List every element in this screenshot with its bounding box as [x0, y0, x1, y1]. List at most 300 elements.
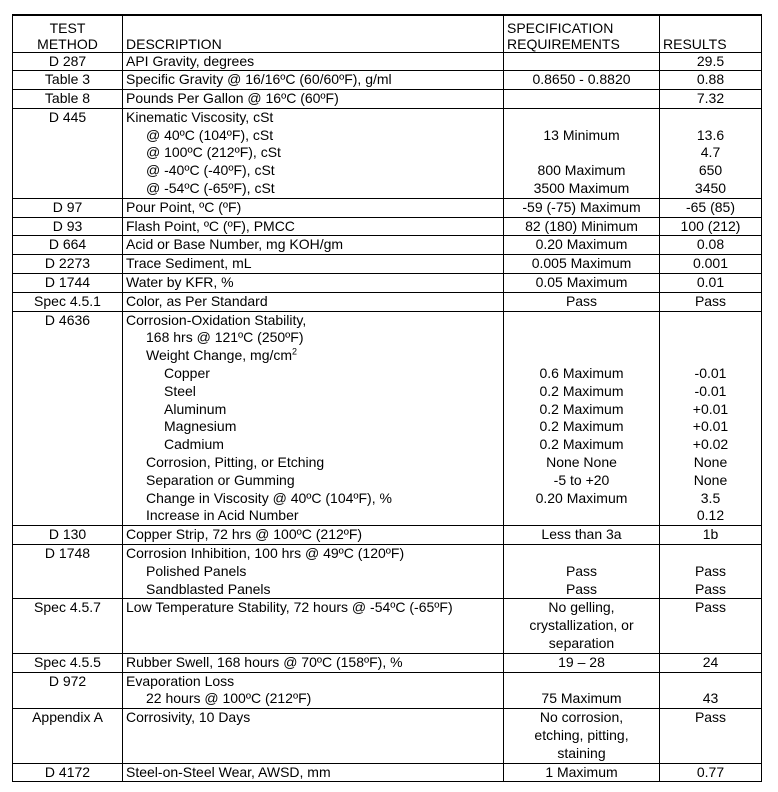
result-cell [660, 90, 762, 109]
description-text: Corrosion, Pitting, or Etching [146, 454, 325, 471]
description-text: Pour Point, ºC (ºF) [126, 198, 242, 215]
result-text: 0.001 [692, 255, 729, 272]
test-method-cell: D 287 [13, 52, 123, 71]
result-line [663, 507, 758, 525]
specification-cell [504, 90, 660, 109]
description-text: Corrosion Inhibition, 100 hrs @ 49ºC (120ºF) [126, 545, 405, 562]
description-line [126, 53, 500, 71]
specification-text: crystallization, or [529, 617, 634, 634]
specification-text: etching, pitting, [534, 726, 629, 743]
test-method-cell: D 93 [13, 217, 123, 236]
specification-line [507, 162, 656, 180]
specification-table [12, 14, 762, 782]
test-method-cell: Spec 4.5.5 [13, 653, 123, 672]
specification-line [507, 745, 656, 763]
description-text: Copper [164, 365, 210, 382]
description-line [126, 545, 500, 563]
result-line [663, 255, 758, 273]
specification-line [507, 764, 656, 782]
description-line [126, 347, 500, 365]
table-row [13, 672, 762, 709]
header-test-method-line1: TEST [49, 19, 86, 36]
result-line [663, 563, 758, 581]
result-line [663, 690, 758, 708]
test-method-cell: D 664 [13, 236, 123, 255]
description-text: Flash Point, ºC (ºF), PMCC [126, 217, 295, 234]
specification-text: 0.6 Maximum [539, 365, 624, 382]
description-line [126, 236, 500, 254]
table-row [13, 599, 762, 653]
description-text: Weight Change, mg/cm [146, 347, 293, 364]
result-line [663, 745, 758, 763]
result-line [663, 581, 758, 599]
description-text: Rubber Swell, 168 hours @ 70ºC (158ºF), % [126, 653, 403, 670]
specification-text: 0.2 Maximum [539, 382, 624, 399]
description-line [126, 383, 500, 401]
specification-line [507, 490, 656, 508]
specification-line [507, 472, 656, 490]
result-text: -0.01 [694, 365, 727, 382]
specification-text: Pass [565, 292, 598, 309]
specification-text: -59 (-75) Maximum [522, 198, 641, 215]
result-line [663, 454, 758, 472]
result-text: +0.02 [692, 436, 729, 453]
specification-line [507, 127, 656, 145]
test-method-cell: D 445 [13, 108, 123, 198]
result-line [663, 709, 758, 727]
specification-text: 0.20 Maximum [535, 489, 628, 506]
description-cell [123, 653, 504, 672]
description-text: @ -40ºC (-40ºF), cSt [146, 162, 275, 179]
result-line [663, 727, 758, 745]
description-text: Pounds Per Gallon @ 16ºC (60ºF) [126, 90, 339, 107]
result-text: -65 (85) [685, 198, 736, 215]
description-line [126, 507, 500, 525]
specification-line [507, 365, 656, 383]
specification-line [507, 109, 656, 127]
result-line [663, 53, 758, 71]
test-method-cell: Spec 4.5.7 [13, 599, 123, 653]
description-text: 22 hours @ 100ºC (212ºF) [146, 690, 312, 707]
specification-text: staining [557, 744, 606, 761]
description-line [126, 418, 500, 436]
specification-cell [504, 108, 660, 198]
result-line [663, 654, 758, 672]
description-cell [123, 71, 504, 90]
result-text: None [693, 471, 728, 488]
description-line [126, 673, 500, 691]
result-line [663, 347, 758, 365]
specification-text: Less than 3a [541, 526, 622, 543]
specification-line [507, 617, 656, 635]
specification-line [507, 255, 656, 273]
specification-cell [504, 255, 660, 274]
specification-line [507, 635, 656, 653]
specification-line [507, 383, 656, 401]
specification-text: 0.2 Maximum [539, 436, 624, 453]
description-line [126, 401, 500, 419]
result-line [663, 329, 758, 347]
table-row [13, 108, 762, 198]
description-cell [123, 52, 504, 71]
specification-line [507, 436, 656, 454]
result-line [663, 293, 758, 311]
result-line [663, 162, 758, 180]
result-cell [660, 217, 762, 236]
description-line [126, 218, 500, 236]
result-text: Pass [694, 580, 727, 597]
description-text: Corrosivity, 10 Days [126, 709, 251, 726]
description-cell [123, 672, 504, 709]
specification-line [507, 526, 656, 544]
test-method-cell: D 1748 [13, 545, 123, 599]
description-text: Evaporation Loss [126, 672, 235, 689]
description-cell [123, 709, 504, 763]
description-text: @ 100ºC (212ºF), cSt [146, 144, 281, 161]
specification-cell [504, 274, 660, 293]
result-cell [660, 599, 762, 653]
specification-text: 1 Maximum [545, 763, 618, 780]
result-text: 0.08 [696, 236, 725, 253]
description-text: Steel-on-Steel Wear, AWSD, mm [126, 763, 331, 780]
specification-cell [504, 292, 660, 311]
header-specification [504, 15, 660, 52]
description-text: Steel [164, 382, 196, 399]
table-header-row [13, 15, 762, 52]
description-cell [123, 599, 504, 653]
specification-cell [504, 545, 660, 599]
test-method-cell: D 4636 [13, 311, 123, 526]
description-text: Aluminum [164, 400, 227, 417]
table-row [13, 763, 762, 782]
specification-line [507, 581, 656, 599]
specification-text: 82 (180) Minimum [525, 217, 638, 234]
specification-line [507, 199, 656, 217]
description-cell [123, 90, 504, 109]
specification-line [507, 53, 656, 71]
result-text: 650 [698, 162, 723, 179]
result-line [663, 635, 758, 653]
specification-text: 800 Maximum [537, 162, 626, 179]
table-row [13, 545, 762, 599]
result-cell [660, 71, 762, 90]
description-line [126, 180, 500, 198]
result-cell [660, 672, 762, 709]
description-text: Acid or Base Number, mg KOH/gm [126, 236, 344, 253]
result-cell [660, 255, 762, 274]
result-cell [660, 292, 762, 311]
specification-line [507, 347, 656, 365]
description-cell [123, 255, 504, 274]
result-cell [660, 108, 762, 198]
result-line [663, 418, 758, 436]
description-line [126, 329, 500, 347]
description-text: Specific Gravity @ 16/16ºC (60/60ºF), g/ml [126, 71, 392, 88]
result-line [663, 472, 758, 490]
description-line [126, 312, 500, 330]
description-line [126, 454, 500, 472]
description-line [126, 599, 500, 617]
specification-line [507, 274, 656, 292]
description-line [126, 764, 500, 782]
specification-cell [504, 672, 660, 709]
description-line [126, 745, 500, 763]
header-specification-line1: SPECIFICATION [507, 19, 614, 36]
specification-text: Pass [565, 580, 598, 597]
result-cell [660, 198, 762, 217]
description-cell [123, 292, 504, 311]
table-row [13, 255, 762, 274]
specification-cell [504, 599, 660, 653]
table-row [13, 526, 762, 545]
result-cell [660, 526, 762, 545]
header-test-method-line2: METHOD [37, 35, 98, 52]
table-row [13, 709, 762, 763]
description-text: Low Temperature Stability, 72 hours @ -54ºC (-65ºF) [126, 599, 453, 616]
description-line [126, 144, 500, 162]
result-line [663, 599, 758, 617]
test-method-cell: D 2273 [13, 255, 123, 274]
table-row [13, 90, 762, 109]
result-line [663, 218, 758, 236]
specification-line [507, 507, 656, 525]
description-line [126, 255, 500, 273]
description-text: API Gravity, degrees [126, 52, 255, 69]
table-row [13, 653, 762, 672]
specification-text: 75 Maximum [541, 690, 622, 707]
result-text: 1b [702, 526, 719, 543]
description-line [126, 293, 500, 311]
result-line [663, 180, 758, 198]
table-row [13, 71, 762, 90]
specification-line [507, 236, 656, 254]
specification-cell [504, 763, 660, 782]
specification-line [507, 401, 656, 419]
result-line [663, 71, 758, 89]
specification-text: separation [548, 635, 615, 651]
specification-line [507, 709, 656, 727]
specification-cell [504, 653, 660, 672]
header-results-label: RESULTS [663, 35, 727, 52]
description-line [126, 727, 500, 745]
description-cell [123, 274, 504, 293]
table-row [13, 217, 762, 236]
result-text: Pass [694, 292, 727, 309]
description-line [126, 472, 500, 490]
result-line [663, 617, 758, 635]
description-line [126, 490, 500, 508]
result-text: 29.5 [696, 52, 725, 69]
specification-text: No gelling, [548, 599, 615, 616]
specification-line [507, 71, 656, 89]
table-row [13, 311, 762, 526]
description-text: Increase in Acid Number [146, 507, 299, 524]
description-text: Polished Panels [146, 562, 247, 579]
table-row [13, 236, 762, 255]
test-method-cell: D 130 [13, 526, 123, 545]
specification-cell [504, 709, 660, 763]
specification-text: 0.05 Maximum [535, 274, 628, 291]
specification-cell [504, 236, 660, 255]
specification-line [507, 180, 656, 198]
result-line [663, 673, 758, 691]
result-text: None [693, 454, 728, 471]
description-cell [123, 545, 504, 599]
description-cell [123, 311, 504, 526]
specification-text: 3500 Maximum [533, 180, 630, 197]
description-line [126, 563, 500, 581]
result-line [663, 383, 758, 401]
description-line [126, 365, 500, 383]
result-line [663, 401, 758, 419]
result-text: -0.01 [694, 382, 727, 399]
description-text: Color, as Per Standard [126, 292, 268, 309]
description-text: Magnesium [164, 418, 237, 435]
table-row [13, 274, 762, 293]
specification-cell [504, 71, 660, 90]
description-line [126, 617, 500, 635]
specification-text: 0.8650 - 0.8820 [532, 71, 631, 88]
superscript: 2 [292, 346, 298, 357]
specification-cell [504, 52, 660, 71]
description-text: Kinematic Viscosity, cSt [126, 108, 274, 125]
description-line [126, 199, 500, 217]
result-text: 43 [702, 690, 719, 707]
header-results [660, 15, 762, 52]
result-text: 100 (212) [680, 217, 741, 234]
description-text: Copper Strip, 72 hrs @ 100ºC (212ºF) [126, 526, 363, 543]
test-method-cell: Table 8 [13, 90, 123, 109]
result-line [663, 236, 758, 254]
result-line [663, 127, 758, 145]
result-line [663, 199, 758, 217]
result-line [663, 490, 758, 508]
specification-text: Pass [565, 562, 598, 579]
description-text: @ -54ºC (-65ºF), cSt [146, 180, 275, 197]
description-text: @ 40ºC (104ºF), cSt [146, 126, 274, 143]
specification-text: No corrosion, [539, 709, 624, 726]
table-row [13, 198, 762, 217]
description-line [126, 581, 500, 599]
result-line [663, 526, 758, 544]
description-line [126, 436, 500, 454]
specification-line [507, 563, 656, 581]
description-line [126, 526, 500, 544]
test-method-cell: D 972 [13, 672, 123, 709]
specification-cell [504, 526, 660, 545]
result-text: 0.01 [696, 274, 725, 291]
description-line [126, 127, 500, 145]
specification-text: 13 Minimum [543, 126, 620, 143]
specification-text: None None [546, 454, 617, 471]
result-text: 4.7 [700, 144, 721, 161]
specification-text: 0.005 Maximum [531, 255, 632, 272]
description-text: 168 hrs @ 121ºC (250ºF) [146, 329, 304, 346]
table-body [13, 52, 762, 782]
result-cell [660, 763, 762, 782]
result-text: +0.01 [692, 400, 729, 417]
test-method-cell: D 4172 [13, 763, 123, 782]
result-text: 3.5 [700, 489, 721, 506]
header-specification-line2: REQUIREMENTS [507, 35, 620, 52]
specification-line [507, 454, 656, 472]
description-line [126, 635, 500, 653]
result-text: Pass [694, 562, 727, 579]
result-line [663, 764, 758, 782]
specification-line [507, 90, 656, 108]
description-line [126, 109, 500, 127]
specification-line [507, 690, 656, 708]
description-text: Water by KFR, % [126, 274, 234, 291]
result-line [663, 90, 758, 108]
description-text: Separation or Gumming [146, 471, 295, 488]
result-line [663, 144, 758, 162]
result-text: Pass [694, 709, 727, 726]
description-text: Trace Sediment, mL [126, 255, 252, 272]
specification-line [507, 599, 656, 617]
specification-text: 0.20 Maximum [535, 236, 628, 253]
specification-line [507, 293, 656, 311]
specification-line [507, 329, 656, 347]
specification-line [507, 654, 656, 672]
result-text: 3450 [694, 180, 727, 197]
specification-line [507, 673, 656, 691]
specification-line [507, 312, 656, 330]
result-text: 0.88 [696, 71, 725, 88]
table-row [13, 292, 762, 311]
specification-cell [504, 311, 660, 526]
result-line [663, 545, 758, 563]
specification-text: -5 to +20 [553, 471, 610, 488]
description-cell [123, 217, 504, 236]
description-text: Sandblasted Panels [146, 580, 271, 597]
description-line [126, 71, 500, 89]
specification-text: 19 – 28 [558, 653, 605, 670]
description-cell [123, 526, 504, 545]
result-line [663, 436, 758, 454]
result-line [663, 109, 758, 127]
result-line [663, 312, 758, 330]
header-description-label: DESCRIPTION [126, 35, 222, 52]
description-line [126, 709, 500, 727]
specification-line [507, 418, 656, 436]
test-method-cell: Table 3 [13, 71, 123, 90]
result-cell [660, 311, 762, 526]
result-cell [660, 653, 762, 672]
specification-line [507, 545, 656, 563]
description-cell [123, 236, 504, 255]
specification-cell [504, 198, 660, 217]
test-method-cell: D 97 [13, 198, 123, 217]
description-text: Corrosion-Oxidation Stability, [126, 311, 307, 328]
result-cell [660, 545, 762, 599]
result-text: 7.32 [696, 90, 725, 107]
test-method-cell: D 1744 [13, 274, 123, 293]
result-line [663, 274, 758, 292]
header-description [123, 15, 504, 52]
result-line [663, 365, 758, 383]
specification-line [507, 727, 656, 745]
description-text: Change in Viscosity @ 40ºC (104ºF), % [146, 489, 392, 506]
specification-text: 0.2 Maximum [539, 418, 624, 435]
result-text: Pass [694, 599, 727, 616]
specification-cell [504, 217, 660, 236]
result-cell [660, 52, 762, 71]
description-text: Cadmium [164, 436, 224, 453]
result-text: 0.77 [696, 763, 725, 780]
result-cell [660, 274, 762, 293]
description-cell [123, 763, 504, 782]
